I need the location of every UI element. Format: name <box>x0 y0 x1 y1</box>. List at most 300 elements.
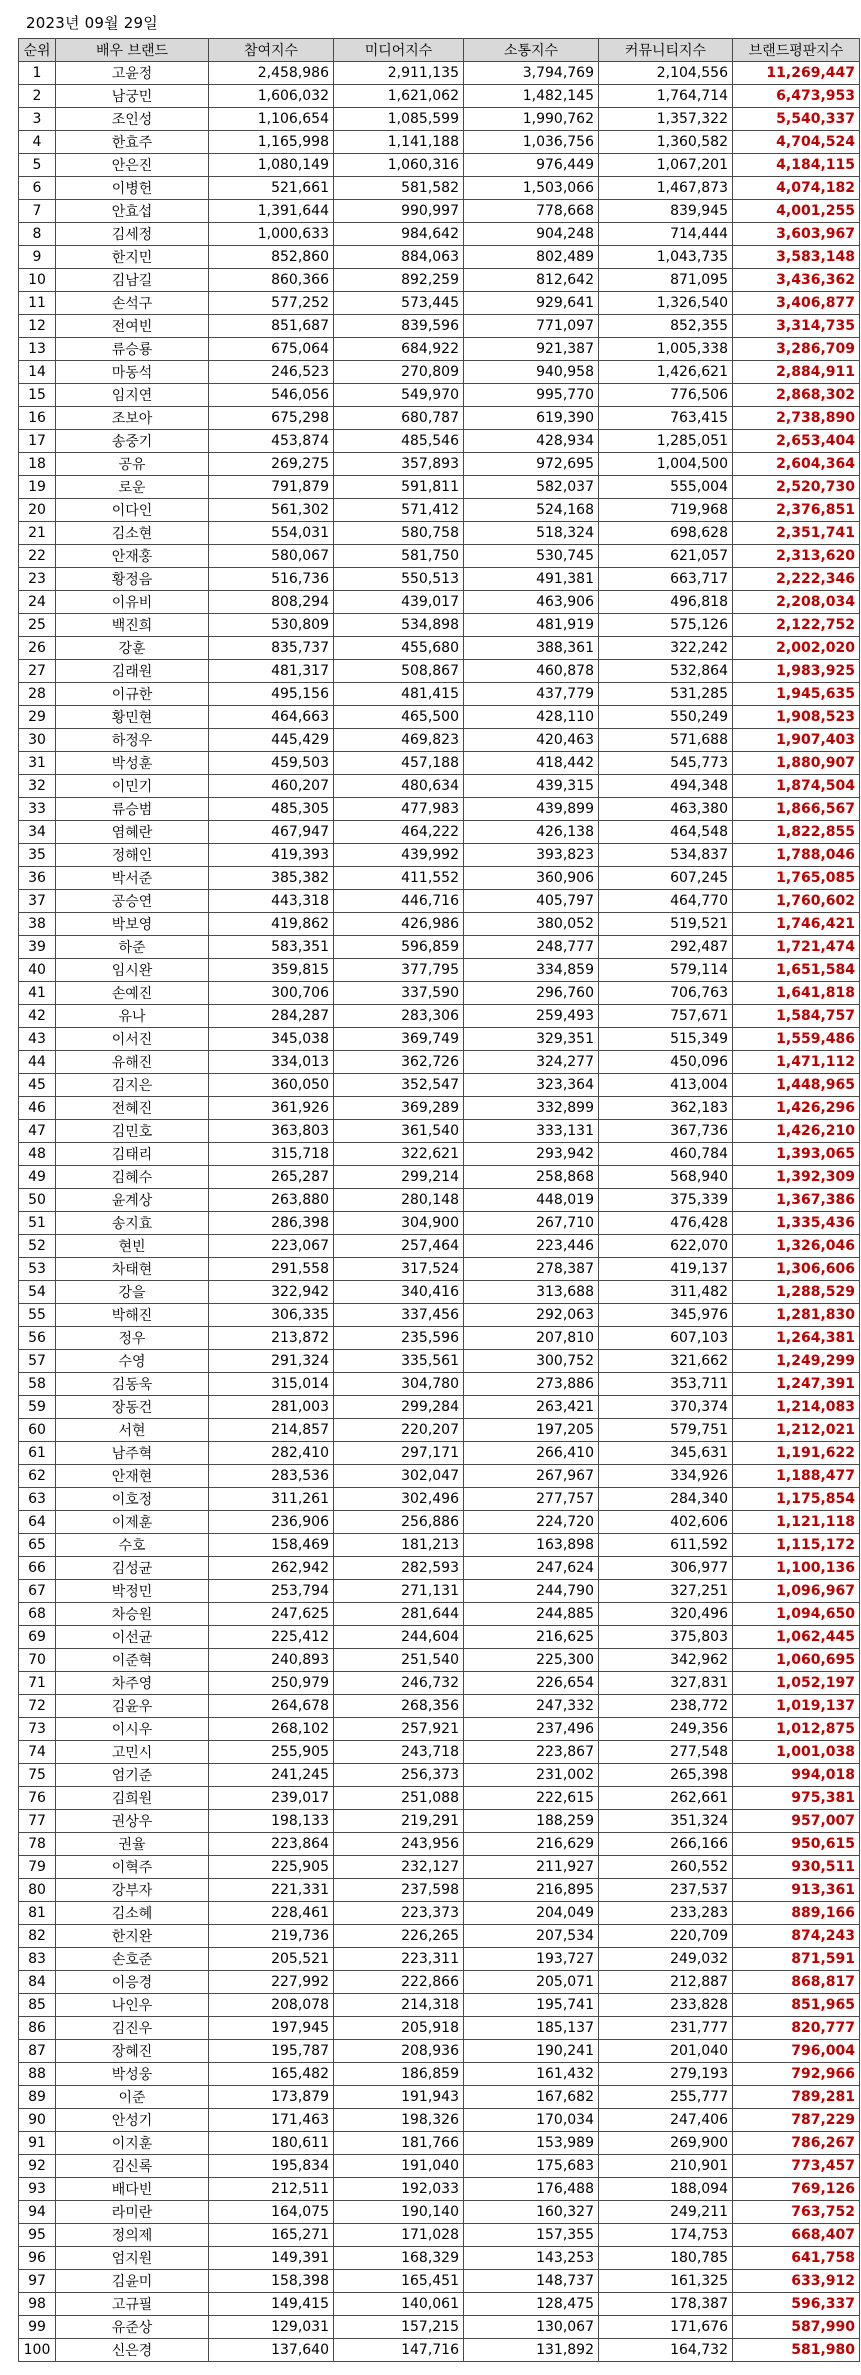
rank-cell: 30 <box>19 729 56 752</box>
media-cell: 352,547 <box>334 1074 464 1097</box>
brand-reputation-cell: 2,222,346 <box>733 568 860 591</box>
participation-cell: 315,014 <box>209 1373 334 1396</box>
communication-cell: 247,332 <box>464 1695 599 1718</box>
participation-cell: 246,523 <box>209 361 334 384</box>
rank-cell: 69 <box>19 1626 56 1649</box>
brand-reputation-cell: 1,121,118 <box>733 1511 860 1534</box>
actor-name-cell: 황민현 <box>56 706 209 729</box>
actor-name-cell: 손호준 <box>56 1948 209 1971</box>
actor-name-cell: 이혁주 <box>56 1856 209 1879</box>
participation-cell: 460,207 <box>209 775 334 798</box>
table-row <box>19 1718 860 1741</box>
brand-reputation-cell: 787,229 <box>733 2109 860 2132</box>
table-row <box>19 1120 860 1143</box>
communication-cell: 972,695 <box>464 453 599 476</box>
actor-name-cell: 유준상 <box>56 2316 209 2339</box>
rank-cell: 62 <box>19 1465 56 1488</box>
community-cell: 607,245 <box>599 867 733 890</box>
table-row <box>19 315 860 338</box>
brand-reputation-cell: 2,604,364 <box>733 453 860 476</box>
rank-cell: 47 <box>19 1120 56 1143</box>
community-cell: 249,032 <box>599 1948 733 1971</box>
rank-cell: 98 <box>19 2293 56 2316</box>
media-cell: 232,127 <box>334 1856 464 1879</box>
communication-cell: 439,899 <box>464 798 599 821</box>
table-row <box>19 361 860 384</box>
communication-cell: 224,720 <box>464 1511 599 1534</box>
brand-reputation-cell: 1,214,083 <box>733 1396 860 1419</box>
participation-cell: 2,458,986 <box>209 62 334 85</box>
rank-cell: 87 <box>19 2040 56 2063</box>
table-row <box>19 1994 860 2017</box>
community-cell: 260,552 <box>599 1856 733 1879</box>
actor-name-cell: 김혜수 <box>56 1166 209 1189</box>
actor-name-cell: 고윤정 <box>56 62 209 85</box>
participation-cell: 286,398 <box>209 1212 334 1235</box>
community-cell: 321,662 <box>599 1350 733 1373</box>
community-cell: 1,005,338 <box>599 338 733 361</box>
participation-cell: 516,736 <box>209 568 334 591</box>
rank-cell: 6 <box>19 177 56 200</box>
media-cell: 684,922 <box>334 338 464 361</box>
brand-reputation-cell: 1,908,523 <box>733 706 860 729</box>
community-cell: 719,968 <box>599 499 733 522</box>
table-row <box>19 1304 860 1327</box>
brand-reputation-cell: 1,746,421 <box>733 913 860 936</box>
participation-cell: 198,133 <box>209 1810 334 1833</box>
table-row <box>19 1764 860 1787</box>
actor-name-cell: 이유비 <box>56 591 209 614</box>
participation-cell: 239,017 <box>209 1787 334 1810</box>
community-cell: 233,828 <box>599 1994 733 2017</box>
rank-cell: 18 <box>19 453 56 476</box>
community-cell: 714,444 <box>599 223 733 246</box>
community-cell: 545,773 <box>599 752 733 775</box>
media-cell: 892,259 <box>334 269 464 292</box>
brand-reputation-cell: 1,019,137 <box>733 1695 860 1718</box>
table-row <box>19 2201 860 2224</box>
actor-name-cell: 김희원 <box>56 1787 209 1810</box>
community-cell: 334,926 <box>599 1465 733 1488</box>
participation-cell: 197,945 <box>209 2017 334 2040</box>
rank-cell: 70 <box>19 1649 56 1672</box>
actor-name-cell: 이선균 <box>56 1626 209 1649</box>
actor-name-cell: 전혜진 <box>56 1097 209 1120</box>
table-row <box>19 2040 860 2063</box>
participation-cell: 262,942 <box>209 1557 334 1580</box>
actor-name-cell: 권상우 <box>56 1810 209 1833</box>
media-cell: 186,859 <box>334 2063 464 2086</box>
brand-reputation-cell: 1,559,486 <box>733 1028 860 1051</box>
brand-reputation-cell: 1,115,172 <box>733 1534 860 1557</box>
header-media-index: 미디어지수 <box>334 39 464 62</box>
brand-reputation-cell: 1,100,136 <box>733 1557 860 1580</box>
brand-reputation-cell: 668,407 <box>733 2224 860 2247</box>
rank-cell: 74 <box>19 1741 56 1764</box>
rank-cell: 35 <box>19 844 56 867</box>
participation-cell: 419,862 <box>209 913 334 936</box>
table-row <box>19 1856 860 1879</box>
brand-reputation-cell: 1,788,046 <box>733 844 860 867</box>
community-cell: 464,548 <box>599 821 733 844</box>
communication-cell: 771,097 <box>464 315 599 338</box>
community-cell: 579,114 <box>599 959 733 982</box>
community-cell: 233,283 <box>599 1902 733 1925</box>
table-row <box>19 775 860 798</box>
table-row <box>19 1442 860 1465</box>
participation-cell: 158,469 <box>209 1534 334 1557</box>
community-cell: 575,126 <box>599 614 733 637</box>
communication-cell: 812,642 <box>464 269 599 292</box>
media-cell: 235,596 <box>334 1327 464 1350</box>
participation-cell: 443,318 <box>209 890 334 913</box>
media-cell: 171,028 <box>334 2224 464 2247</box>
communication-cell: 463,906 <box>464 591 599 614</box>
participation-cell: 180,611 <box>209 2132 334 2155</box>
rank-cell: 40 <box>19 959 56 982</box>
communication-cell: 1,036,756 <box>464 131 599 154</box>
media-cell: 181,766 <box>334 2132 464 2155</box>
community-cell: 532,864 <box>599 660 733 683</box>
participation-cell: 173,879 <box>209 2086 334 2109</box>
rank-cell: 42 <box>19 1005 56 1028</box>
community-cell: 161,325 <box>599 2270 733 2293</box>
participation-cell: 808,294 <box>209 591 334 614</box>
table-row <box>19 959 860 982</box>
rank-cell: 29 <box>19 706 56 729</box>
table-row <box>19 2339 860 2362</box>
rank-cell: 66 <box>19 1557 56 1580</box>
rank-cell: 19 <box>19 476 56 499</box>
communication-cell: 428,934 <box>464 430 599 453</box>
participation-cell: 291,324 <box>209 1350 334 1373</box>
table-row <box>19 1626 860 1649</box>
brand-reputation-cell: 1,191,622 <box>733 1442 860 1465</box>
participation-cell: 149,391 <box>209 2247 334 2270</box>
communication-cell: 222,615 <box>464 1787 599 1810</box>
communication-cell: 405,797 <box>464 890 599 913</box>
table-row <box>19 683 860 706</box>
brand-reputation-cell: 3,436,362 <box>733 269 860 292</box>
community-cell: 622,070 <box>599 1235 733 1258</box>
rank-cell: 78 <box>19 1833 56 1856</box>
brand-reputation-cell: 769,126 <box>733 2178 860 2201</box>
participation-cell: 247,625 <box>209 1603 334 1626</box>
actor-name-cell: 김성균 <box>56 1557 209 1580</box>
table-row <box>19 1787 860 1810</box>
community-cell: 568,940 <box>599 1166 733 1189</box>
communication-cell: 277,757 <box>464 1488 599 1511</box>
brand-reputation-cell: 2,208,034 <box>733 591 860 614</box>
brand-reputation-cell: 1,001,038 <box>733 1741 860 1764</box>
actor-name-cell: 이제훈 <box>56 1511 209 1534</box>
media-cell: 2,911,135 <box>334 62 464 85</box>
media-cell: 270,809 <box>334 361 464 384</box>
participation-cell: 530,809 <box>209 614 334 637</box>
brand-reputation-cell: 2,376,851 <box>733 499 860 522</box>
media-cell: 596,859 <box>334 936 464 959</box>
table-row <box>19 729 860 752</box>
header-participation-index: 참여지수 <box>209 39 334 62</box>
media-cell: 283,306 <box>334 1005 464 1028</box>
media-cell: 508,867 <box>334 660 464 683</box>
communication-cell: 296,760 <box>464 982 599 1005</box>
brand-reputation-cell: 1,094,650 <box>733 1603 860 1626</box>
participation-cell: 241,245 <box>209 1764 334 1787</box>
rank-cell: 17 <box>19 430 56 453</box>
actor-name-cell: 송중기 <box>56 430 209 453</box>
media-cell: 208,936 <box>334 2040 464 2063</box>
brand-reputation-cell: 2,122,752 <box>733 614 860 637</box>
communication-cell: 185,137 <box>464 2017 599 2040</box>
brand-reputation-cell: 4,074,182 <box>733 177 860 200</box>
communication-cell: 518,324 <box>464 522 599 545</box>
media-cell: 549,970 <box>334 384 464 407</box>
actor-name-cell: 배다빈 <box>56 2178 209 2201</box>
actor-name-cell: 김민호 <box>56 1120 209 1143</box>
media-cell: 181,213 <box>334 1534 464 1557</box>
actor-name-cell: 김소현 <box>56 522 209 545</box>
actor-name-cell: 이준 <box>56 2086 209 2109</box>
table-row <box>19 1741 860 1764</box>
community-cell: 171,676 <box>599 2316 733 2339</box>
brand-reputation-cell: 1,584,757 <box>733 1005 860 1028</box>
rank-cell: 60 <box>19 1419 56 1442</box>
table-row <box>19 499 860 522</box>
report-date: 2023년 09월 29일 <box>26 14 158 32</box>
community-cell: 413,004 <box>599 1074 733 1097</box>
communication-cell: 995,770 <box>464 384 599 407</box>
community-cell: 249,356 <box>599 1718 733 1741</box>
media-cell: 426,986 <box>334 913 464 936</box>
table-row <box>19 2017 860 2040</box>
community-cell: 327,831 <box>599 1672 733 1695</box>
communication-cell: 205,071 <box>464 1971 599 1994</box>
media-cell: 271,131 <box>334 1580 464 1603</box>
rank-cell: 68 <box>19 1603 56 1626</box>
actor-name-cell: 정해인 <box>56 844 209 867</box>
table-row <box>19 2224 860 2247</box>
communication-cell: 360,906 <box>464 867 599 890</box>
communication-cell: 619,390 <box>464 407 599 430</box>
brand-reputation-cell: 957,007 <box>733 1810 860 1833</box>
header-community-index: 커뮤니티지수 <box>599 39 733 62</box>
community-cell: 450,096 <box>599 1051 733 1074</box>
brand-reputation-cell: 1,426,296 <box>733 1097 860 1120</box>
rank-cell: 10 <box>19 269 56 292</box>
brand-reputation-cell: 641,758 <box>733 2247 860 2270</box>
rank-cell: 24 <box>19 591 56 614</box>
participation-cell: 385,382 <box>209 867 334 890</box>
actor-name-cell: 전여빈 <box>56 315 209 338</box>
communication-cell: 226,654 <box>464 1672 599 1695</box>
table-row <box>19 1971 860 1994</box>
community-cell: 419,137 <box>599 1258 733 1281</box>
communication-cell: 193,727 <box>464 1948 599 1971</box>
table-row <box>19 1925 860 1948</box>
actor-name-cell: 김윤미 <box>56 2270 209 2293</box>
community-cell: 164,732 <box>599 2339 733 2362</box>
actor-name-cell: 유해진 <box>56 1051 209 1074</box>
media-cell: 573,445 <box>334 292 464 315</box>
community-cell: 607,103 <box>599 1327 733 1350</box>
actor-name-cell: 박보영 <box>56 913 209 936</box>
communication-cell: 130,067 <box>464 2316 599 2339</box>
participation-cell: 263,880 <box>209 1189 334 1212</box>
media-cell: 237,598 <box>334 1879 464 1902</box>
participation-cell: 282,410 <box>209 1442 334 1465</box>
brand-reputation-cell: 889,166 <box>733 1902 860 1925</box>
communication-cell: 190,241 <box>464 2040 599 2063</box>
communication-cell: 223,867 <box>464 1741 599 1764</box>
brand-reputation-cell: 950,615 <box>733 1833 860 1856</box>
participation-cell: 158,398 <box>209 2270 334 2293</box>
community-cell: 550,249 <box>599 706 733 729</box>
actor-name-cell: 이서진 <box>56 1028 209 1051</box>
actor-name-cell: 김래원 <box>56 660 209 683</box>
rank-cell: 22 <box>19 545 56 568</box>
participation-cell: 223,864 <box>209 1833 334 1856</box>
brand-reputation-cell: 3,286,709 <box>733 338 860 361</box>
participation-cell: 236,906 <box>209 1511 334 1534</box>
communication-cell: 278,387 <box>464 1258 599 1281</box>
rank-cell: 37 <box>19 890 56 913</box>
actor-name-cell: 라미란 <box>56 2201 209 2224</box>
rank-cell: 81 <box>19 1902 56 1925</box>
brand-reputation-cell: 1,907,403 <box>733 729 860 752</box>
brand-reputation-cell: 2,884,911 <box>733 361 860 384</box>
community-cell: 345,631 <box>599 1442 733 1465</box>
actor-name-cell: 나인우 <box>56 1994 209 2017</box>
media-cell: 591,811 <box>334 476 464 499</box>
community-cell: 531,285 <box>599 683 733 706</box>
communication-cell: 292,063 <box>464 1304 599 1327</box>
participation-cell: 675,064 <box>209 338 334 361</box>
participation-cell: 205,521 <box>209 1948 334 1971</box>
media-cell: 198,326 <box>334 2109 464 2132</box>
media-cell: 251,088 <box>334 1787 464 1810</box>
media-cell: 140,061 <box>334 2293 464 2316</box>
media-cell: 340,416 <box>334 1281 464 1304</box>
media-cell: 223,311 <box>334 1948 464 1971</box>
community-cell: 706,763 <box>599 982 733 1005</box>
participation-cell: 219,736 <box>209 1925 334 1948</box>
rank-cell: 97 <box>19 2270 56 2293</box>
header-brand-reputation-index: 브랜드평판지수 <box>733 39 860 62</box>
table-row <box>19 177 860 200</box>
rank-cell: 86 <box>19 2017 56 2040</box>
community-cell: 763,415 <box>599 407 733 430</box>
media-cell: 244,604 <box>334 1626 464 1649</box>
actor-name-cell: 송지효 <box>56 1212 209 1235</box>
header-rank: 순위 <box>19 39 56 62</box>
community-cell: 2,104,556 <box>599 62 733 85</box>
participation-cell: 521,661 <box>209 177 334 200</box>
media-cell: 246,732 <box>334 1672 464 1695</box>
actor-name-cell: 장혜진 <box>56 2040 209 2063</box>
participation-cell: 322,942 <box>209 1281 334 1304</box>
table-row <box>19 1948 860 1971</box>
table-row <box>19 1005 860 1028</box>
community-cell: 362,183 <box>599 1097 733 1120</box>
actor-name-cell: 권율 <box>56 1833 209 1856</box>
community-cell: 342,962 <box>599 1649 733 1672</box>
media-cell: 304,900 <box>334 1212 464 1235</box>
community-cell: 231,777 <box>599 2017 733 2040</box>
community-cell: 871,095 <box>599 269 733 292</box>
communication-cell: 237,496 <box>464 1718 599 1741</box>
rank-cell: 41 <box>19 982 56 1005</box>
actor-name-cell: 하준 <box>56 936 209 959</box>
actor-name-cell: 수호 <box>56 1534 209 1557</box>
actor-name-cell: 강을 <box>56 1281 209 1304</box>
brand-reputation-cell: 1,721,474 <box>733 936 860 959</box>
communication-cell: 439,315 <box>464 775 599 798</box>
communication-cell: 267,967 <box>464 1465 599 1488</box>
communication-cell: 418,442 <box>464 752 599 775</box>
community-cell: 534,837 <box>599 844 733 867</box>
participation-cell: 164,075 <box>209 2201 334 2224</box>
communication-cell: 223,446 <box>464 1235 599 1258</box>
brand-reputation-cell: 6,473,953 <box>733 85 860 108</box>
actor-name-cell: 하정우 <box>56 729 209 752</box>
table-row <box>19 913 860 936</box>
table-row <box>19 752 860 775</box>
participation-cell: 281,003 <box>209 1396 334 1419</box>
participation-cell: 1,080,149 <box>209 154 334 177</box>
communication-cell: 204,049 <box>464 1902 599 1925</box>
table-row <box>19 1511 860 1534</box>
table-row <box>19 1143 860 1166</box>
brand-reputation-cell: 786,267 <box>733 2132 860 2155</box>
table-row <box>19 1465 860 1488</box>
actor-name-cell: 이지훈 <box>56 2132 209 2155</box>
communication-cell: 216,625 <box>464 1626 599 1649</box>
media-cell: 439,992 <box>334 844 464 867</box>
actor-name-cell: 고규필 <box>56 2293 209 2316</box>
brand-reputation-cell: 1,212,021 <box>733 1419 860 1442</box>
participation-cell: 453,874 <box>209 430 334 453</box>
community-cell: 464,770 <box>599 890 733 913</box>
rank-cell: 45 <box>19 1074 56 1097</box>
media-cell: 337,456 <box>334 1304 464 1327</box>
brand-reputation-cell: 1,765,085 <box>733 867 860 890</box>
media-cell: 480,634 <box>334 775 464 798</box>
brand-reputation-cell: 1,367,386 <box>733 1189 860 1212</box>
rank-cell: 27 <box>19 660 56 683</box>
media-cell: 990,997 <box>334 200 464 223</box>
table-row <box>19 2132 860 2155</box>
participation-cell: 137,640 <box>209 2339 334 2362</box>
community-cell: 370,374 <box>599 1396 733 1419</box>
rank-cell: 67 <box>19 1580 56 1603</box>
communication-cell: 448,019 <box>464 1189 599 1212</box>
rank-cell: 77 <box>19 1810 56 1833</box>
brand-reputation-table <box>18 38 860 2362</box>
media-cell: 220,207 <box>334 1419 464 1442</box>
table-row <box>19 246 860 269</box>
community-cell: 1,357,322 <box>599 108 733 131</box>
table-row <box>19 108 860 131</box>
table-row <box>19 1603 860 1626</box>
participation-cell: 208,078 <box>209 1994 334 2017</box>
communication-cell: 128,475 <box>464 2293 599 2316</box>
rank-cell: 16 <box>19 407 56 430</box>
rank-cell: 64 <box>19 1511 56 1534</box>
media-cell: 223,373 <box>334 1902 464 1925</box>
rank-cell: 33 <box>19 798 56 821</box>
brand-reputation-cell: 11,269,447 <box>733 62 860 85</box>
